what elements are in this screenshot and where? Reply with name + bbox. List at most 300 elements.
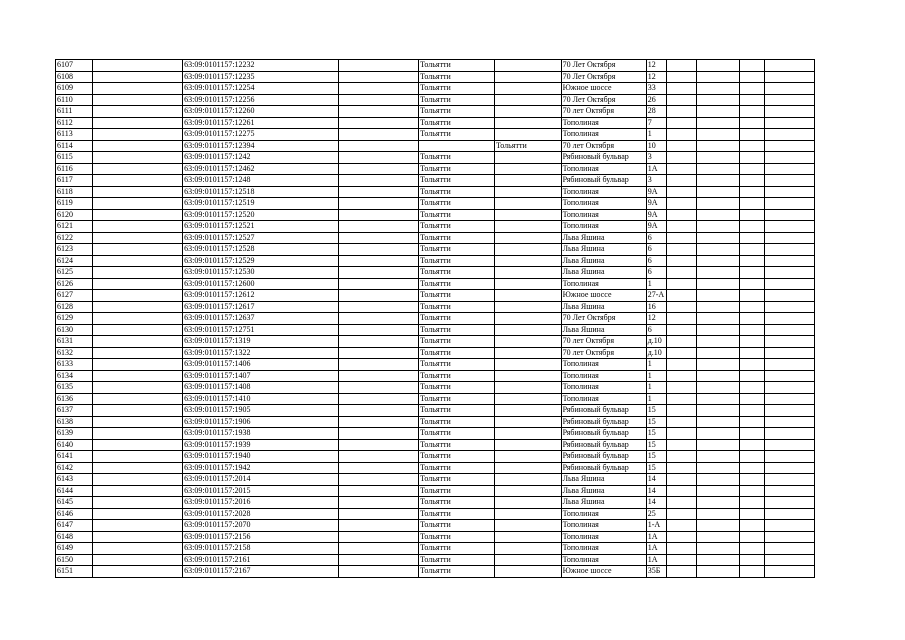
empty-cell [740,497,765,509]
empty-cell [339,244,419,256]
house-number-cell: 6 [646,324,667,336]
empty-cell [764,416,814,428]
city-alt-cell [494,313,561,325]
row-number-cell: 6151 [56,566,93,578]
street-cell: Тополиная [561,554,646,566]
table-row [56,198,815,210]
cadastral-number-cell: 63:09:0101157:12519 [183,198,339,210]
city-cell: Тольятти [419,566,495,578]
cadastral-number-cell: 63:09:0101157:2158 [183,543,339,555]
empty-cell [696,451,739,463]
empty-cell [740,313,765,325]
empty-cell [92,508,182,520]
empty-cell [696,393,739,405]
empty-cell [92,543,182,555]
empty-cell [667,393,697,405]
table-row [56,129,815,141]
house-number-cell: 15 [646,416,667,428]
city-alt-cell [494,531,561,543]
cadastral-number-cell: 63:09:0101157:12254 [183,83,339,95]
house-number-cell: 12 [646,60,667,72]
house-number-cell: 27-А [646,290,667,302]
empty-cell [339,278,419,290]
empty-cell [764,439,814,451]
city-alt-cell [494,324,561,336]
empty-cell [92,71,182,83]
empty-cell [764,209,814,221]
empty-cell [667,163,697,175]
empty-cell [740,152,765,164]
empty-cell [339,267,419,279]
empty-cell [740,278,765,290]
row-number-cell: 6109 [56,83,93,95]
cadastral-number-cell: 63:09:0101157:1938 [183,428,339,440]
house-number-cell: 9А [646,186,667,198]
cadastral-number-cell: 63:09:0101157:1407 [183,370,339,382]
street-cell: Тополиная [561,186,646,198]
city-alt-cell [494,129,561,141]
city-cell: Тольятти [419,347,495,359]
empty-cell [339,324,419,336]
cadastral-number-cell: 63:09:0101157:2028 [183,508,339,520]
empty-cell [696,221,739,233]
empty-cell [667,554,697,566]
empty-cell [740,83,765,95]
house-number-cell: 6 [646,267,667,279]
row-number-cell: 6112 [56,117,93,129]
empty-cell [339,393,419,405]
empty-cell [667,117,697,129]
row-number-cell: 6141 [56,451,93,463]
house-number-cell: 7 [646,117,667,129]
house-number-cell: 15 [646,405,667,417]
cadastral-number-cell: 63:09:0101157:12261 [183,117,339,129]
empty-cell [92,186,182,198]
house-number-cell: 33 [646,83,667,95]
house-number-cell: 3 [646,175,667,187]
empty-cell [764,221,814,233]
empty-cell [764,163,814,175]
empty-cell [667,83,697,95]
empty-cell [740,175,765,187]
city-alt-cell [494,83,561,95]
city-cell [419,140,495,152]
house-number-cell: 1А [646,163,667,175]
empty-cell [667,290,697,302]
empty-cell [92,370,182,382]
city-alt-cell [494,152,561,164]
empty-cell [339,508,419,520]
cadastral-number-cell: 63:09:0101157:12232 [183,60,339,72]
street-cell: Льва Яшина [561,244,646,256]
table-body [56,60,815,578]
city-alt-cell [494,255,561,267]
cadastral-number-cell: 63:09:0101157:12275 [183,129,339,141]
row-number-cell: 6149 [56,543,93,555]
house-number-cell: 35Б [646,566,667,578]
empty-cell [696,336,739,348]
street-cell: Рябиновый бульвар [561,462,646,474]
empty-cell [764,520,814,532]
street-cell: Льва Яшина [561,301,646,313]
empty-cell [339,554,419,566]
empty-cell [92,531,182,543]
city-cell: Тольятти [419,117,495,129]
empty-cell [339,382,419,394]
city-cell: Тольятти [419,267,495,279]
empty-cell [764,474,814,486]
street-cell: 70 лет Октября [561,336,646,348]
empty-cell [740,232,765,244]
city-alt-cell [494,175,561,187]
table-row [56,497,815,509]
street-cell: Тополиная [561,198,646,210]
city-cell: Тольятти [419,485,495,497]
table-row [56,508,815,520]
city-alt-cell [494,439,561,451]
empty-cell [92,221,182,233]
street-cell: Тополиная [561,221,646,233]
table-row [56,370,815,382]
row-number-cell: 6118 [56,186,93,198]
empty-cell [667,508,697,520]
empty-cell [92,520,182,532]
empty-cell [339,232,419,244]
empty-cell [696,531,739,543]
empty-cell [740,198,765,210]
empty-cell [667,255,697,267]
city-cell: Тольятти [419,313,495,325]
empty-cell [92,405,182,417]
city-cell: Тольятти [419,94,495,106]
empty-cell [764,152,814,164]
city-alt-cell [494,244,561,256]
city-alt-cell [494,347,561,359]
city-cell: Тольятти [419,83,495,95]
empty-cell [92,198,182,210]
row-number-cell: 6146 [56,508,93,520]
empty-cell [339,405,419,417]
empty-cell [696,439,739,451]
empty-cell [764,94,814,106]
empty-cell [92,566,182,578]
empty-cell [667,451,697,463]
table-row [56,324,815,336]
house-number-cell: 26 [646,94,667,106]
street-cell: Тополиная [561,359,646,371]
city-cell: Тольятти [419,129,495,141]
empty-cell [667,382,697,394]
empty-cell [764,554,814,566]
empty-cell [696,554,739,566]
empty-cell [667,140,697,152]
empty-cell [667,566,697,578]
empty-cell [696,129,739,141]
empty-cell [764,117,814,129]
city-alt-cell [494,198,561,210]
city-cell: Тольятти [419,359,495,371]
cadastral-number-cell: 63:09:0101157:1942 [183,462,339,474]
empty-cell [339,255,419,267]
house-number-cell: 1 [646,129,667,141]
row-number-cell: 6136 [56,393,93,405]
city-alt-cell [494,543,561,555]
empty-cell [696,278,739,290]
street-cell: Южное шоссе [561,566,646,578]
city-cell: Тольятти [419,301,495,313]
empty-cell [696,186,739,198]
table-row [56,359,815,371]
row-number-cell: 6147 [56,520,93,532]
empty-cell [92,439,182,451]
street-cell: 70 Лет Октября [561,313,646,325]
street-cell: Рябиновый бульвар [561,405,646,417]
empty-cell [667,485,697,497]
empty-cell [696,152,739,164]
empty-cell [667,439,697,451]
empty-cell [696,232,739,244]
street-cell: Льва Яшина [561,324,646,336]
cadastral-number-cell: 63:09:0101157:12260 [183,106,339,118]
row-number-cell: 6137 [56,405,93,417]
table-row [56,393,815,405]
city-alt-cell [494,117,561,129]
empty-cell [764,393,814,405]
house-number-cell: 10 [646,140,667,152]
empty-cell [92,209,182,221]
cadastral-number-cell: 63:09:0101157:2014 [183,474,339,486]
street-cell: 70 лет Октября [561,140,646,152]
empty-cell [696,382,739,394]
row-number-cell: 6131 [56,336,93,348]
empty-cell [339,531,419,543]
empty-cell [764,543,814,555]
empty-cell [339,474,419,486]
row-number-cell: 6107 [56,60,93,72]
empty-cell [92,117,182,129]
cadastral-number-cell: 63:09:0101157:2070 [183,520,339,532]
empty-cell [667,359,697,371]
table-row [56,520,815,532]
city-alt-cell [494,232,561,244]
city-cell: Тольятти [419,520,495,532]
table-row [56,186,815,198]
table-row [56,301,815,313]
empty-cell [764,290,814,302]
empty-cell [696,428,739,440]
house-number-cell: 1-А [646,520,667,532]
empty-cell [92,474,182,486]
row-number-cell: 6134 [56,370,93,382]
city-alt-cell [494,393,561,405]
empty-cell [92,301,182,313]
cadastral-number-cell: 63:09:0101157:12617 [183,301,339,313]
city-cell: Тольятти [419,106,495,118]
cadastral-number-cell: 63:09:0101157:1408 [183,382,339,394]
row-number-cell: 6132 [56,347,93,359]
row-number-cell: 6114 [56,140,93,152]
row-number-cell: 6108 [56,71,93,83]
cadastral-number-cell: 63:09:0101157:2167 [183,566,339,578]
table-row [56,267,815,279]
empty-cell [740,244,765,256]
city-alt-cell [494,209,561,221]
empty-cell [764,278,814,290]
table-row [56,94,815,106]
table-row [56,416,815,428]
empty-cell [696,520,739,532]
street-cell: Рябиновый бульвар [561,439,646,451]
city-cell: Тольятти [419,255,495,267]
empty-cell [667,60,697,72]
empty-cell [667,198,697,210]
empty-cell [339,301,419,313]
street-cell: Тополиная [561,393,646,405]
house-number-cell: 1 [646,370,667,382]
empty-cell [339,83,419,95]
empty-cell [339,313,419,325]
empty-cell [339,462,419,474]
city-cell: Тольятти [419,163,495,175]
city-cell: Тольятти [419,543,495,555]
city-alt-cell [494,221,561,233]
cadastral-number-cell: 63:09:0101157:2016 [183,497,339,509]
city-cell: Тольятти [419,278,495,290]
empty-cell [339,106,419,118]
house-number-cell: 3 [646,152,667,164]
house-number-cell: 9А [646,209,667,221]
empty-cell [696,508,739,520]
row-number-cell: 6115 [56,152,93,164]
city-cell: Тольятти [419,474,495,486]
empty-cell [667,209,697,221]
city-cell: Тольятти [419,531,495,543]
empty-cell [92,163,182,175]
city-cell: Тольятти [419,554,495,566]
table-row [56,209,815,221]
empty-cell [92,175,182,187]
table-row [56,290,815,302]
empty-cell [667,405,697,417]
empty-cell [764,508,814,520]
empty-cell [740,60,765,72]
empty-cell [92,129,182,141]
cadastral-number-cell: 63:09:0101157:12612 [183,290,339,302]
city-alt-cell [494,382,561,394]
empty-cell [740,405,765,417]
empty-cell [667,301,697,313]
street-cell: Льва Яшина [561,232,646,244]
empty-cell [339,566,419,578]
row-number-cell: 6126 [56,278,93,290]
table-row [56,60,815,72]
house-number-cell: 1 [646,382,667,394]
empty-cell [740,439,765,451]
empty-cell [740,324,765,336]
cadastral-number-cell: 63:09:0101157:1939 [183,439,339,451]
street-cell: 70 лет Октября [561,106,646,118]
city-alt-cell [494,359,561,371]
row-number-cell: 6133 [56,359,93,371]
street-cell: Рябиновый бульвар [561,152,646,164]
house-number-cell: 1 [646,359,667,371]
table-row [56,106,815,118]
empty-cell [764,140,814,152]
empty-cell [667,278,697,290]
empty-cell [696,405,739,417]
row-number-cell: 6143 [56,474,93,486]
table-row [56,221,815,233]
street-cell: Льва Яшина [561,485,646,497]
empty-cell [667,232,697,244]
empty-cell [92,324,182,336]
empty-cell [764,129,814,141]
row-number-cell: 6120 [56,209,93,221]
empty-cell [764,244,814,256]
cadastral-number-cell: 63:09:0101157:1406 [183,359,339,371]
cadastral-number-cell: 63:09:0101157:12235 [183,71,339,83]
row-number-cell: 6129 [56,313,93,325]
cadastral-number-cell: 63:09:0101157:2161 [183,554,339,566]
cadastral-number-cell: 63:09:0101157:1248 [183,175,339,187]
house-number-cell: 1 [646,278,667,290]
table-row [56,152,815,164]
empty-cell [339,163,419,175]
city-alt-cell [494,462,561,474]
table-row [56,244,815,256]
row-number-cell: 6113 [56,129,93,141]
house-number-cell: 6 [646,244,667,256]
city-cell: Тольятти [419,416,495,428]
city-alt-cell [494,520,561,532]
empty-cell [92,140,182,152]
empty-cell [667,175,697,187]
street-cell: 70 Лет Октября [561,94,646,106]
empty-cell [339,336,419,348]
empty-cell [339,221,419,233]
row-number-cell: 6121 [56,221,93,233]
empty-cell [696,175,739,187]
empty-cell [667,152,697,164]
street-cell: Южное шоссе [561,83,646,95]
cadastral-number-cell: 63:09:0101157:1319 [183,336,339,348]
cadastral-number-cell: 63:09:0101157:1940 [183,451,339,463]
city-alt-cell [494,474,561,486]
empty-cell [92,278,182,290]
city-cell: Тольятти [419,428,495,440]
empty-cell [667,370,697,382]
city-cell: Тольятти [419,209,495,221]
street-cell: 70 Лет Октября [561,60,646,72]
empty-cell [696,163,739,175]
city-cell: Тольятти [419,336,495,348]
house-number-cell: 14 [646,497,667,509]
empty-cell [696,290,739,302]
empty-cell [740,221,765,233]
city-alt-cell [494,163,561,175]
empty-cell [740,347,765,359]
city-alt-cell [494,267,561,279]
house-number-cell: 6 [646,255,667,267]
city-alt-cell [494,566,561,578]
empty-cell [740,209,765,221]
empty-cell [339,347,419,359]
house-number-cell: 16 [646,301,667,313]
empty-cell [740,474,765,486]
empty-cell [667,520,697,532]
empty-cell [764,175,814,187]
street-cell: 70 лет Октября [561,347,646,359]
